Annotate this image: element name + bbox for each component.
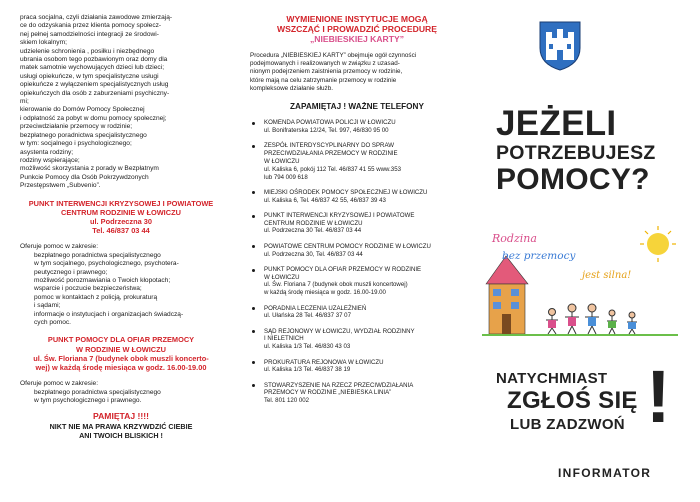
contacts-list — [250, 119, 464, 405]
service-line: skiem lokalnym; — [20, 39, 67, 47]
offer-line: i sądami; — [34, 302, 61, 310]
contact-item — [250, 243, 464, 259]
contact-item — [250, 142, 464, 181]
contact-line: PUNKT INTERWENCJI KRYZYSOWEJ I POWIATOWE — [264, 211, 415, 219]
contact-line: ul. Ułańska 28 Tel. 46/837 37 07 — [264, 312, 351, 320]
service-line: usługi opiekuńcze, w tym specjalistyczne usługi — [20, 72, 159, 80]
contact-line: ul. Kaliska 6, Tel. 46/837 42 55, 46/837 39 43 — [264, 196, 386, 204]
panel-right — [476, 0, 700, 502]
service-line: Punkcie Pomocy dla Osób Pokrzywdzonych — [20, 173, 149, 181]
service-line: bezpłatnego poradnictwa specjalistycznego — [20, 131, 147, 139]
crisis-point-heading — [20, 199, 222, 236]
cta-or-call: LUB ZADZWOŃ — [510, 416, 625, 433]
drawing-text-is-strong: jest silna! — [582, 270, 632, 281]
crisis-point-line: CENTRUM RODZINIE W ŁOWICZU — [61, 207, 181, 217]
contact-line: POWIATOWE CENTRUM POMOCY RODZINIE W ŁOWICZU — [264, 242, 431, 250]
service-line: rodziny wspierające; — [20, 156, 80, 164]
contact-item — [250, 305, 464, 321]
contact-line: ul. Św. Floriana 7 (budynek obok muszli koncertowej) — [264, 281, 408, 289]
contact-line: MIEJSKI OŚRODEK POMOCY SPOŁECZNEJ W ŁOWICZU — [264, 188, 428, 196]
coat-of-arms-icon — [538, 20, 582, 72]
service-line: Przestępstwem „Subvenio”. — [20, 182, 101, 190]
service-line: nej pełnej samodzielności integracji ze środowi- — [20, 30, 159, 38]
closing-line: NIKT NIE MA PRAWA KRZYWDZIĆ CIEBIE — [49, 422, 193, 432]
offer-line: pomoc w kontaktach z policją, prokuraturą — [34, 293, 158, 301]
service-line: opiekuńcze z wyłączeniem specjalistycznych usług — [20, 81, 169, 89]
closing-message — [20, 422, 222, 440]
contact-line: ul. Kaliska 6, pokój 112 Tel. 46/837 41 55 www.353 — [264, 165, 401, 173]
contact-item — [250, 266, 464, 297]
contact-item — [250, 119, 464, 135]
contact-line: ZESPÓŁ INTERDYSCYPLINARNY DO SPRAW — [264, 142, 395, 150]
victims-point-line: wej) w każdą środę miesiąca w godz. 16.00-19.00 — [35, 363, 207, 373]
contact-line: PORADNIA LECZENIA UZALEŻNIEŃ — [264, 304, 367, 312]
contact-item — [250, 328, 464, 351]
contact-line: ul. Podrzeczna 30, Tel. 46/837 03 44 — [264, 250, 363, 258]
contact-line: SĄD REJONOWY W ŁOWICZU, WYDZIAŁ RODZINNY — [264, 327, 415, 335]
contact-line: PRZECIWDZIAŁANIA PRZEMOCY W RODZINIE — [264, 150, 398, 158]
victims-point-line: ul. Św. Floriana 7 (budynek obok muszli koncerto- — [33, 353, 209, 363]
offer-line: możliwość porozmawiania o Twoich kłopotach; — [34, 276, 171, 284]
service-line: ubrania osobom tego pozbawionym oraz domy dla — [20, 56, 168, 64]
child-drawing — [482, 222, 678, 350]
contact-line: w każdą środę miesiąca w godz. 16.00-19.00 — [264, 289, 386, 297]
exclamation-mark: ! — [646, 355, 671, 438]
headline-help: POMOCY? — [496, 163, 650, 196]
service-line: opiekuńczych dla osób z zaburzeniami psychiczny- — [20, 89, 170, 97]
blue-card-description — [250, 52, 464, 93]
contact-line: PROKURATURA REJONOWA W ŁOWICZU — [264, 358, 384, 366]
contact-line: Tel. 801 120 002 — [264, 397, 310, 405]
contact-line: ul. Podrzeczna 30 Tel. 46/837 03 44 — [264, 227, 362, 235]
crisis-point-offer — [20, 243, 222, 327]
service-line: w tym: socjalnego i psychologicznego; — [20, 140, 132, 148]
service-line: matek samotnie wychowujących dzieci lub dzieci; — [20, 64, 165, 72]
contact-line: W ŁOWICZU — [264, 157, 300, 165]
victims-point-line: PUNKT POMOCY DLA OFIAR PRZEMOCY — [47, 335, 195, 345]
panel2-title: WYMIENIONE INSTYTUCJE MOGĄ WSZCZĄĆ I PROWADZIĆ PROCEDURĘ „NIEBIESKIEJ KARTY” — [277, 14, 437, 44]
cta-immediately: NATYCHMIAST — [496, 370, 608, 387]
offer-line: w tym psychologicznego i prawnego. — [34, 397, 142, 405]
panel-middle — [238, 0, 470, 502]
victims-point-line: W RODZINIE W ŁOWICZU — [76, 344, 166, 354]
important-phones-heading: ZAPAMIĘTAJ ! WAŻNE TELEFONY — [290, 102, 424, 112]
offer-line: w tym socjalnego, psychologicznego, psychotera- — [34, 260, 179, 268]
contact-line: ul. Kaliska 1/3 Tel. 46/830 43 03 — [264, 343, 351, 351]
offer-line: peutycznego i prawnego; — [34, 268, 108, 276]
panel-left — [0, 0, 232, 502]
headline-if: JEŻELI — [496, 104, 617, 143]
contact-line: ul. Kaliska 1/3 Tel. 46/837 38 19 — [264, 366, 351, 374]
contact-line: KOMENDA POWIATOWA POLICJI W ŁOWICZU — [264, 119, 396, 127]
contact-line: PRZEMOCY W RODZINIE „NIEBIESKA LINIA” — [264, 389, 392, 397]
contact-line: CENTRUM RODZINIE W ŁOWICZU — [264, 219, 363, 227]
footer-informator: INFORMATOR — [558, 466, 652, 480]
offer-title-2: Oferuje pomoc w zakresie: — [20, 380, 99, 388]
service-line: mi; — [20, 98, 29, 106]
crisis-point-line: Tel. 46/837 03 44 — [92, 226, 150, 236]
description-line: podejmowanych i realizowanych w związku z uzasad- — [250, 60, 400, 68]
service-line: asystenta rodziny; — [20, 148, 74, 156]
crisis-point-line: PUNKT INTERWENCJI KRYZYSOWEJ I POWIATOWE — [28, 198, 214, 208]
contact-line: W ŁOWICZU — [264, 273, 300, 281]
contact-line: STOWARZYSZENIE NA RZECZ PRZECIWDZIAŁANIA — [264, 381, 414, 389]
description-line: które mają na celu zatrzymanie przemocy w rodzinie — [250, 76, 397, 84]
service-line: i odpłatność za pobyt w domu pomocy społecznej; — [20, 114, 167, 122]
crisis-point-line: ul. Podrzeczna 30 — [89, 216, 153, 226]
victims-point-offer — [20, 380, 222, 405]
description-line: Procedura „NIEBIESKIEJ KARTY” obejmuje ogół czynności — [250, 52, 417, 59]
service-line: praca socjalna, czyli działania zawodowe zmierzają- — [20, 14, 173, 21]
contact-line: PUNKT POMOCY DLA OFIAR PRZEMOCY W RODZINIE — [264, 265, 422, 273]
offer-line: wsparcie i poczucie bezpieczeństwa; — [34, 285, 142, 293]
description-line: nionym podejrzeniem zaistnienia przemocy w rodzinie, — [250, 68, 403, 76]
contact-item — [250, 382, 464, 405]
headline-you-need: POTRZEBUJESZ — [496, 142, 656, 164]
service-line: kierowanie do Domów Pomocy Społecznej — [20, 106, 145, 114]
cta-report: ZGŁOŚ SIĘ — [507, 387, 638, 414]
offer-line: informacje o instytucjach i organizacjach świadczą- — [34, 310, 184, 318]
contact-item — [250, 359, 464, 375]
contact-item — [250, 189, 464, 205]
service-line: przeciwdziałanie przemocy w rodzinie; — [20, 123, 133, 131]
service-line: możliwość skorzystania z porady w Bezpłatnym — [20, 165, 159, 173]
contact-line: ul. Bonifraterska 12/24, Tel. 997, 46/830 95 00 — [264, 127, 389, 135]
closing-line: ANI TWOICH BLISKICH ! — [79, 431, 163, 441]
service-line: ce do odzyskania przez klienta pomocy społecz- — [20, 22, 162, 30]
offer-title: Oferuje pomoc w zakresie: — [20, 243, 99, 251]
remember-heading: PAMIĘTAJ !!!! — [92, 411, 149, 422]
drawing-text-no-violence: bez przemocy — [502, 250, 576, 262]
drawing-text-family: Rodzina — [492, 232, 537, 245]
contact-line: I NIELETNICH — [264, 335, 304, 343]
victims-point-heading — [20, 335, 222, 372]
contact-line: lub 794 009 618 — [264, 173, 308, 181]
service-line: udzielenie schronienia , posiłku i niezbędnego — [20, 47, 155, 55]
services-list — [20, 14, 222, 191]
offer-line: bezpłatnego poradnictwa specjalistycznego — [34, 251, 161, 259]
contact-item — [250, 212, 464, 235]
offer-line: bezpłatnego poradnictwa specjalistycznego — [34, 388, 161, 396]
offer-line: cych pomoc. — [34, 319, 72, 326]
description-line: kompleksowe działanie służb. — [250, 84, 333, 92]
